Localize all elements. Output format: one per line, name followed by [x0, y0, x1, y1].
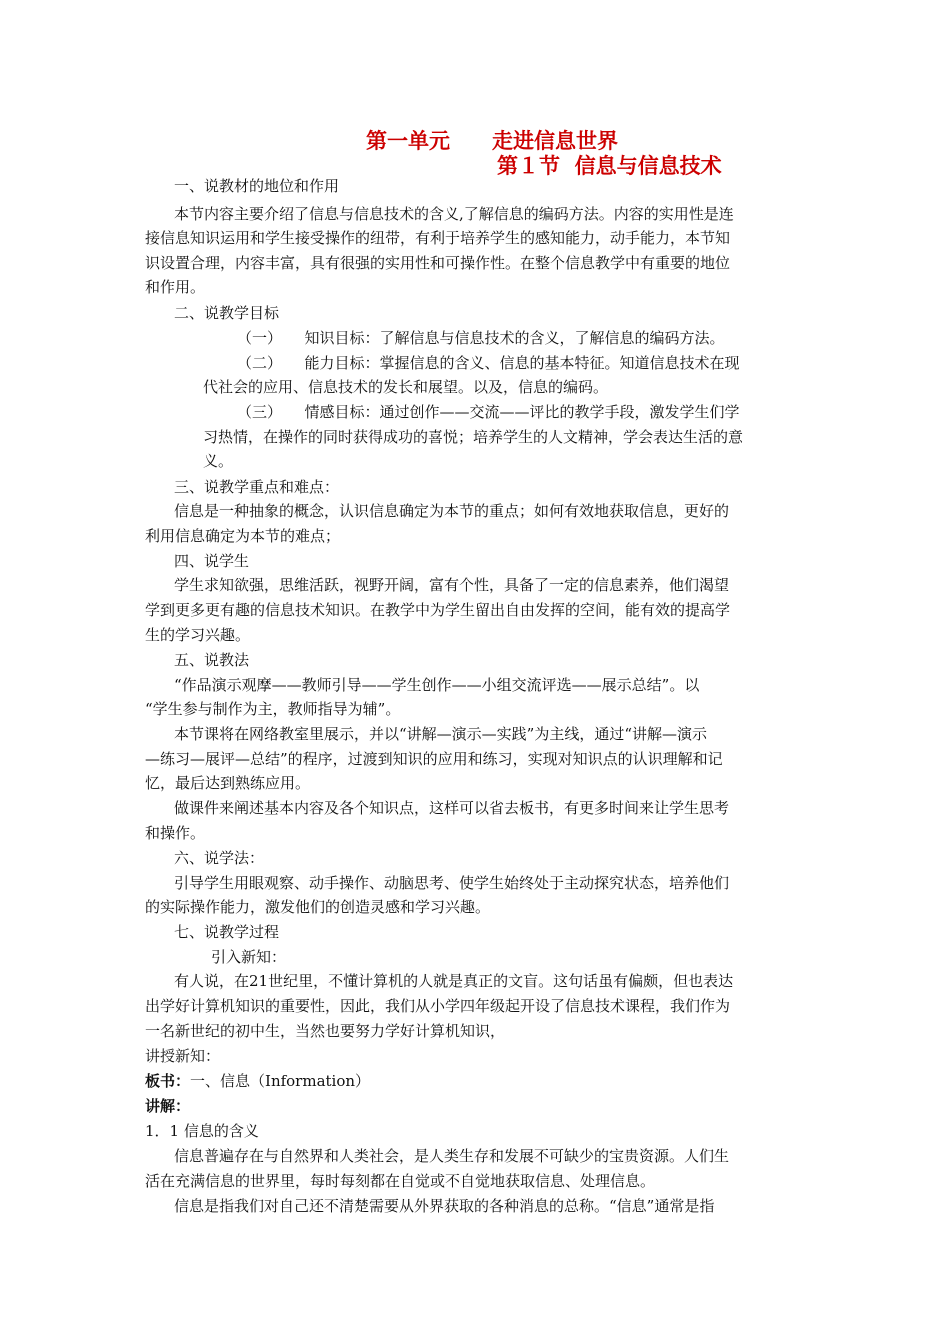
section-title: 第１节 信息与信息技术 [497, 154, 722, 178]
heading-7: 七、说教学过程 [174, 923, 280, 941]
paragraph-line: 识设置合理，内容丰富，具有很强的实用性和可操作性。在整个信息教学中有重要的地位 [145, 254, 731, 272]
paragraph-line: 学到更多更有趣的信息技术知识。在教学中为学生留出自由发挥的空间，能有效的提高学 [145, 601, 731, 619]
objective-2: （二） 能力目标：掌握信息的含义、信息的基本特征。知道信息技术在现 [237, 354, 740, 372]
paragraph-line: “作品演示观摩——教师引导——学生创作——小组交流评选——展示总结”。以 [174, 676, 700, 694]
paragraph-line: 出学好计算机知识的重要性，因此，我们从小学四年级起开设了信息技术课程，我们作为 [145, 997, 731, 1015]
paragraph-line: 接信息知识运用和学生接受操作的纽带，有利于培养学生的感知能力，动手能力，本节知 [145, 229, 731, 247]
unit-title: 第一单元 走进信息世界 [366, 129, 618, 153]
paragraph-line: 本节内容主要介绍了信息与信息技术的含义,了解信息的编码方法。内容的实用性是连 [174, 205, 734, 223]
paragraph-line: 习热情，在操作的同时获得成功的喜悦；培养学生的人文精神，学会表达生活的意 [203, 428, 744, 446]
paragraph-line: 义。 [203, 452, 234, 470]
paragraph-line: 本节课将在网络教室里展示，并以“讲解—演示—实践”为主线，通过“讲解—演示 [174, 725, 708, 743]
paragraph-line: 信息是一种抽象的概念，认识信息确定为本节的重点；如何有效地获取信息，更好的 [174, 502, 730, 520]
heading-1: 一、说教材的地位和作用 [174, 177, 340, 195]
blackboard-label: 板书： [145, 1072, 191, 1090]
paragraph-line: 引导学生用眼观察、动手操作、动脑思考、使学生始终处于主动探究状态，培养他们 [174, 874, 730, 892]
paragraph-line: 做课件来阐述基本内容及各个知识点，这样可以省去板书，有更多时间来让学生思考 [174, 799, 730, 817]
paragraph-line: 和作用。 [145, 278, 206, 296]
paragraph-line: 一名新世纪的初中生，当然也要努力学好计算机知识， [145, 1022, 506, 1040]
heading-5: 五、说教法 [174, 651, 250, 669]
heading-4: 四、说学生 [174, 552, 250, 570]
paragraph-line: “学生参与制作为主，教师指导为辅”。 [145, 700, 401, 718]
paragraph-line: 和操作。 [145, 824, 206, 842]
explain-label: 讲解： [145, 1097, 191, 1115]
heading-2: 二、说教学目标 [174, 304, 280, 322]
paragraph-line: 有人说，在21世纪里，不懂计算机的人就是真正的文盲。这句话虽有偏颇，但也表达 [174, 972, 734, 990]
paragraph-line: 学生求知欲强，思维活跃，视野开阔，富有个性，具备了一定的信息素养，他们渴望 [174, 576, 730, 594]
paragraph-line: 忆，最后达到熟练应用。 [145, 774, 311, 792]
heading-6: 六、说学法： [174, 849, 265, 867]
subsection-heading: 1．1 信息的含义 [145, 1122, 259, 1140]
paragraph-line: 活在充满信息的世界里，每时每刻都在自觉或不自觉地获取信息、处理信息。 [145, 1172, 656, 1190]
heading-3: 三、说教学重点和难点： [174, 478, 340, 496]
objective-1: （一） 知识目标：了解信息与信息技术的含义，了解信息的编码方法。 [237, 329, 725, 347]
paragraph-line: 的实际操作能力，激发他们的创造灵感和学习兴趣。 [145, 898, 491, 916]
paragraph-line: 代社会的应用、信息技术的发长和展望。以及，信息的编码。 [203, 378, 609, 396]
blackboard-line [145, 1071, 370, 1091]
paragraph-line: 讲授新知： [145, 1047, 221, 1065]
paragraph-line: 生的学习兴趣。 [145, 626, 251, 644]
blackboard-text: 一、信息（Information） [190, 1072, 371, 1090]
paragraph-line: —练习—展评—总结”的程序，过渡到知识的应用和练习，实现对知识点的认识理解和记 [145, 750, 723, 768]
paragraph-line: 利用信息确定为本节的难点； [145, 527, 341, 545]
objective-3: （三） 情感目标：通过创作——交流——评比的教学手段，激发学生们学 [237, 403, 740, 421]
paragraph-line: 信息是指我们对自己还不清楚需要从外界获取的各种消息的总称。“信息”通常是指 [174, 1197, 715, 1215]
paragraph-line: 信息普遍存在与自然界和人类社会，是人类生存和发展不可缺少的宝贵资源。人们生 [174, 1147, 730, 1165]
subheading: 引入新知： [211, 948, 287, 966]
